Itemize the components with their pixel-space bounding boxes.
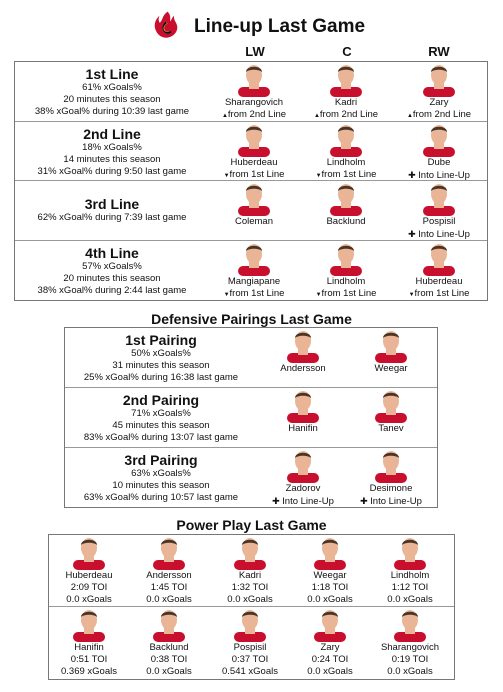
player-name: Andersson [280,363,326,374]
player-xgoals: 0.0 xGoals [307,666,353,677]
group-name: 1st Pairing [125,332,197,348]
group-stat: 14 minutes this season [63,154,161,165]
player-headshot-icon [236,63,272,97]
player-name: Huberdeau [65,570,113,581]
player-note [393,228,485,241]
player-card[interactable] [345,389,437,435]
player-headshot-icon [151,608,187,642]
group-stat: 57% xGoals% [82,261,142,272]
group-stat: 63% xGoals% [131,468,191,479]
player-card[interactable] [257,449,349,508]
power-play-section-title: Power Play Last Game [176,517,327,533]
group-stat: 63% xGoal% during 10:57 last game [83,492,239,503]
group-stat: 62% xGoal% during 7:39 last game [37,212,187,223]
group-stat: 50% xGoals% [131,348,191,359]
player-note [393,288,485,301]
player-headshot-icon [71,608,107,642]
player-name: Lindholm [326,157,366,168]
group-info [15,245,209,297]
forward-line-row [15,62,487,122]
player-note [393,109,485,122]
group-stat: 18% xGoals% [82,142,142,153]
arrow-down-icon: ▼ [408,292,415,298]
player-name: Backlund [149,642,189,653]
plus-icon: ✚ [360,496,371,506]
player-xgoals: 0.0 xGoals [387,594,433,605]
player-headshot-icon [236,242,272,276]
player-note-text: Into Line-Up [282,496,334,507]
arrow-down-icon: ▼ [223,292,230,298]
player-headshot-icon [232,536,268,570]
player-name: Tanev [378,423,404,434]
group-stat: 38% xGoal% during 2:44 last game [37,285,187,296]
power-play-player[interactable] [204,608,296,678]
player-headshot-icon [312,536,348,570]
power-play-player[interactable] [123,608,215,678]
player-note-text: Into Line-Up [418,170,470,181]
player-headshot-icon [151,536,187,570]
player-card[interactable] [300,63,392,122]
player-note-text: from 1st Line [229,288,285,299]
player-name: Zary [429,97,449,108]
group-name: 2nd Pairing [122,392,200,408]
group-info [15,126,209,178]
player-name: Andersson [146,570,192,581]
forward-line-row [15,181,487,241]
group-name: 1st Line [85,66,139,82]
player-headshot-icon [285,329,321,363]
player-card[interactable] [208,182,300,228]
player-toi: 0:51 TOI [70,654,108,665]
group-stat: 31% xGoal% during 9:50 last game [37,166,187,177]
player-note-text: from 1st Line [229,169,285,180]
player-card[interactable] [257,329,349,375]
group-stat: 31 minutes this season [112,360,210,371]
column-header-c: C [342,44,352,59]
player-toi: 0:24 TOI [311,654,349,665]
player-xgoals: 0.541 xGoals [222,666,278,677]
player-xgoals: 0.0 xGoals [307,594,353,605]
player-name: Lindholm [326,276,366,287]
player-card[interactable] [393,242,485,301]
player-name: Lindholm [390,570,430,581]
player-xgoals: 0.0 xGoals [146,666,192,677]
player-toi: 2:09 TOI [70,582,108,593]
group-info [65,332,257,384]
player-card[interactable] [300,242,392,301]
arrow-up-icon: ▲ [313,113,320,119]
player-xgoals: 0.0 xGoals [227,594,273,605]
group-info [65,452,257,504]
player-toi: 1:32 TOI [231,582,269,593]
player-note-text: from 1st Line [414,288,470,299]
defense-section-title: Defensive Pairings Last Game [151,311,352,327]
player-name: Sharangovich [380,642,440,653]
player-note [208,288,300,301]
player-headshot-icon [373,329,409,363]
defense-pair-row [65,388,437,448]
power-play-table [48,534,455,680]
player-note-text: from 1st Line [321,288,377,299]
column-header-rw: RW [428,44,450,59]
player-toi: 1:12 TOI [391,582,429,593]
player-card[interactable] [345,449,437,508]
power-play-player[interactable] [43,536,135,606]
plus-icon: ✚ [408,170,419,180]
player-headshot-icon [232,608,268,642]
player-name: Huberdeau [230,157,278,168]
player-name: Desimone [369,483,413,494]
player-card[interactable] [393,123,485,182]
power-play-player[interactable] [284,536,376,606]
player-headshot-icon [285,449,321,483]
plus-icon: ✚ [408,229,419,239]
player-toi: 1:45 TOI [150,582,188,593]
player-name: Pospisil [233,642,267,653]
player-name: Kadri [334,97,358,108]
flames-logo-icon [150,10,182,42]
forward-lines-table [14,61,488,301]
player-card[interactable] [257,389,349,435]
player-name: Weegar [313,570,347,581]
player-note [300,109,392,122]
player-xgoals: 0.0 xGoals [146,594,192,605]
player-headshot-icon [236,123,272,157]
power-play-player[interactable] [123,536,215,606]
player-note-text: from 1st Line [321,169,377,180]
player-name: Mangiapane [227,276,281,287]
player-headshot-icon [392,536,428,570]
player-headshot-icon [392,608,428,642]
player-note [345,495,437,508]
group-stat: 83% xGoal% during 13:07 last game [83,432,239,443]
player-headshot-icon [328,63,364,97]
group-stat: 45 minutes this season [112,420,210,431]
power-play-player[interactable] [204,536,296,606]
player-toi: 1:18 TOI [311,582,349,593]
player-name: Pospisil [422,216,456,227]
player-name: Zadorov [285,483,321,494]
arrow-down-icon: ▼ [223,173,230,179]
player-card[interactable] [300,182,392,228]
group-info [15,196,209,224]
player-card[interactable] [345,329,437,375]
player-card[interactable] [300,123,392,182]
player-name: Huberdeau [415,276,463,287]
power-play-player[interactable] [364,536,456,606]
player-card[interactable] [393,182,485,241]
player-headshot-icon [421,242,457,276]
player-name: Hanifin [288,423,318,434]
player-card[interactable] [208,63,300,122]
player-toi: 0:19 TOI [391,654,429,665]
player-note [300,288,392,301]
player-name: Backlund [326,216,366,227]
player-note-text: from 2nd Line [227,109,287,120]
player-xgoals: 0.0 xGoals [66,594,112,605]
player-headshot-icon [373,389,409,423]
power-play-player[interactable] [284,608,376,678]
arrow-up-icon: ▲ [406,113,413,119]
arrow-up-icon: ▲ [221,113,228,119]
page-header [0,8,503,46]
plus-icon: ✚ [272,496,283,506]
player-name: Sharangovich [224,97,284,108]
player-toi: 0:38 TOI [150,654,188,665]
player-card[interactable] [393,63,485,122]
player-note [257,495,349,508]
group-name: 4th Line [85,245,139,261]
player-note [208,109,300,122]
group-stat: 25% xGoal% during 16:38 last game [83,372,239,383]
group-stat: 10 minutes this season [112,480,210,491]
player-headshot-icon [421,123,457,157]
player-headshot-icon [373,449,409,483]
player-toi: 0:37 TOI [231,654,269,665]
forward-line-row [15,122,487,181]
page-title: Line-up Last Game [194,16,366,37]
player-headshot-icon [71,536,107,570]
arrow-down-icon: ▼ [315,292,322,298]
group-stat: 61% xGoals% [82,82,142,93]
player-card[interactable] [208,123,300,182]
player-headshot-icon [312,608,348,642]
player-note-text: from 2nd Line [319,109,379,120]
player-headshot-icon [236,182,272,216]
group-stat: 20 minutes this season [63,94,161,105]
player-headshot-icon [328,182,364,216]
power-play-row-divider [49,606,454,607]
power-play-player[interactable] [43,608,135,678]
player-card[interactable] [208,242,300,301]
player-note-text: Into Line-Up [370,496,422,507]
player-headshot-icon [328,242,364,276]
player-xgoals: 0.0 xGoals [387,666,433,677]
group-info [15,66,209,118]
defensive-pairings-table [64,327,438,508]
power-play-player[interactable] [364,608,456,678]
player-headshot-icon [328,123,364,157]
player-headshot-icon [421,63,457,97]
group-stat: 38% xGoal% during 10:39 last game [34,106,190,117]
player-headshot-icon [285,389,321,423]
player-name: Kadri [238,570,262,581]
player-note-text: from 2nd Line [412,109,472,120]
player-headshot-icon [421,182,457,216]
player-note-text: Into Line-Up [418,229,470,240]
column-header-lw: LW [245,44,265,59]
group-stat: 71% xGoals% [131,408,191,419]
group-name: 3rd Line [84,196,140,212]
player-name: Hanifin [74,642,104,653]
group-name: 3rd Pairing [124,452,198,468]
player-name: Zary [320,642,340,653]
player-name: Dube [427,157,451,168]
defense-pair-row [65,328,437,388]
player-xgoals: 0.369 xGoals [61,666,117,677]
group-stat: 20 minutes this season [63,273,161,284]
group-info [65,392,257,444]
player-name: Weegar [374,363,408,374]
player-name: Coleman [234,216,274,227]
group-name: 2nd Line [83,126,141,142]
defense-pair-row [65,448,437,507]
arrow-down-icon: ▼ [315,173,322,179]
forward-line-row [15,241,487,300]
